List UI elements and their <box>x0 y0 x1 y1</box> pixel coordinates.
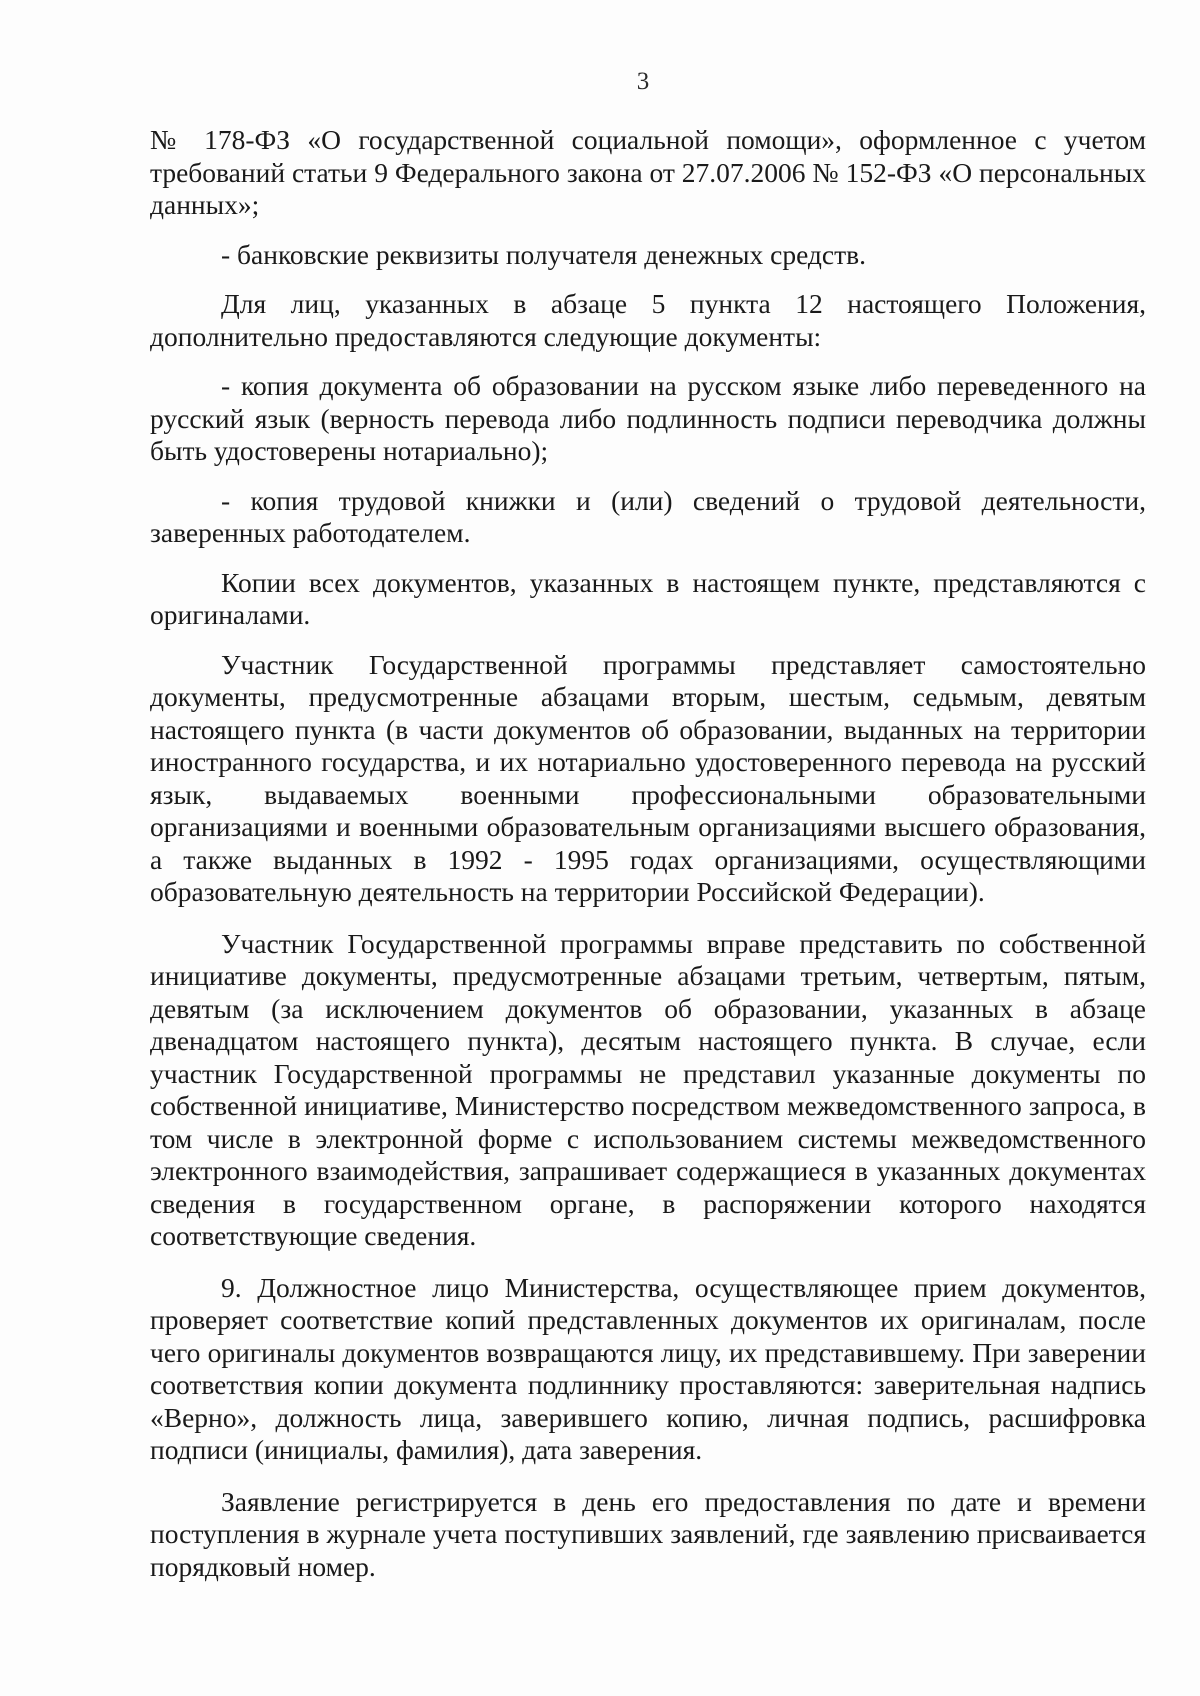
paragraph-3: Для лиц, указанных в абзаце 5 пункта 12 настоящего Положения, дополнительно предоставляются следующие документы: <box>150 288 1146 352</box>
document-body <box>150 124 1146 1583</box>
paragraph-8: Участник Государственной программы вправе представить по собственной инициативе документы, предусмотренные абзацами третьим, четвертым, пятым, девятым (за исключением документов об образовании, указанных в абзаце двенадцатом настоящего пункта), десятым настоящего пункта. В случае, если участник Государственной программы не представил указанные документы по собственной инициативе, Министерство посредством межведомственного запроса, в том числе в электронной форме с использованием системы межведомственного электронного взаимодействия, запрашивает содержащиеся в указанных документах сведения в государственном органе, в распоряжении которого находятся соответствующие сведения. <box>150 927 1146 1251</box>
paragraph-1: № 178-ФЗ «О государственной социальной помощи», оформленное с учетом требований статьи 9 Федерального закона от 27.07.2006 № 152-ФЗ «О персональных данных»; <box>150 124 1146 220</box>
paragraph-10: Заявление регистрируется в день его предоставления по дате и времени поступления в журнале учета поступивших заявлений, где заявлению присваивается порядковый номер. <box>150 1485 1146 1582</box>
paragraph-2: - банковские реквизиты получателя денежных средств. <box>221 238 867 270</box>
paragraph-5: - копия трудовой книжки и (или) сведений о трудовой деятельности, заверенных работодателем. <box>150 484 1146 548</box>
paragraph-6: Копии всех документов, указанных в настоящем пункте, представляются с оригиналами. <box>150 566 1146 630</box>
paragraph-9: 9. Должностное лицо Министерства, осуществляющее прием документов, проверяет соответствие копий представленных документов их оригиналам, после чего оригиналы документов возвращаются лицу, их представившему. При заверении соответствия копии документа подлиннику проставляются: заверительная надпись «Верно», должность лица, заверившего копию, личная подпись, расшифровка подписи (инициалы, фамилия), дата заверения. <box>150 1271 1146 1465</box>
paragraph-4: - копия документа об образовании на русском языке либо переведенного на русский язык (верность перевода либо подлинность подписи переводчика должны быть удостоверены нотариально); <box>150 370 1146 466</box>
paragraph-7: Участник Государственной программы представляет самостоятельно документы, предусмотренные абзацами вторым, шестым, седьмым, девятым настоящего пункта (в части документов об образовании, выданных на территории иностранного государства, и их нотариально удостоверенного перевода на русский язык, выдаваемых военными профессиональными образовательными организациями и военными образовательным организациями высшего образования, а также выданных в 1992 - 1995 годах организациями, осуществляющими образовательную деятельность на территории Российской Федерации). <box>150 648 1146 907</box>
page-number: 3 <box>636 68 650 95</box>
